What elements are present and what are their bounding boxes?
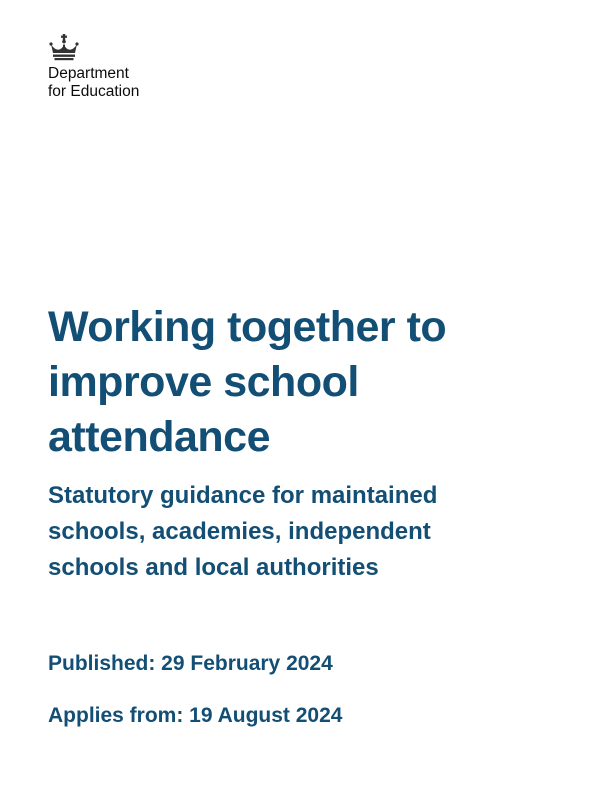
org-name-line2: for Education [48, 83, 140, 100]
published-date: Published: 29 February 2024 [48, 652, 333, 675]
document-subtitle: Statutory guidance for maintained schools, academies, independent schools and local authorities [48, 482, 438, 581]
org-name-line1: Department [48, 65, 129, 82]
dfe-logo [48, 34, 139, 101]
crown-icon [48, 34, 80, 61]
publication-meta [48, 652, 342, 728]
applies-from-date: Applies from: 19 August 2024 [48, 704, 343, 727]
document-title: Working together to improve school attendance [48, 303, 447, 461]
